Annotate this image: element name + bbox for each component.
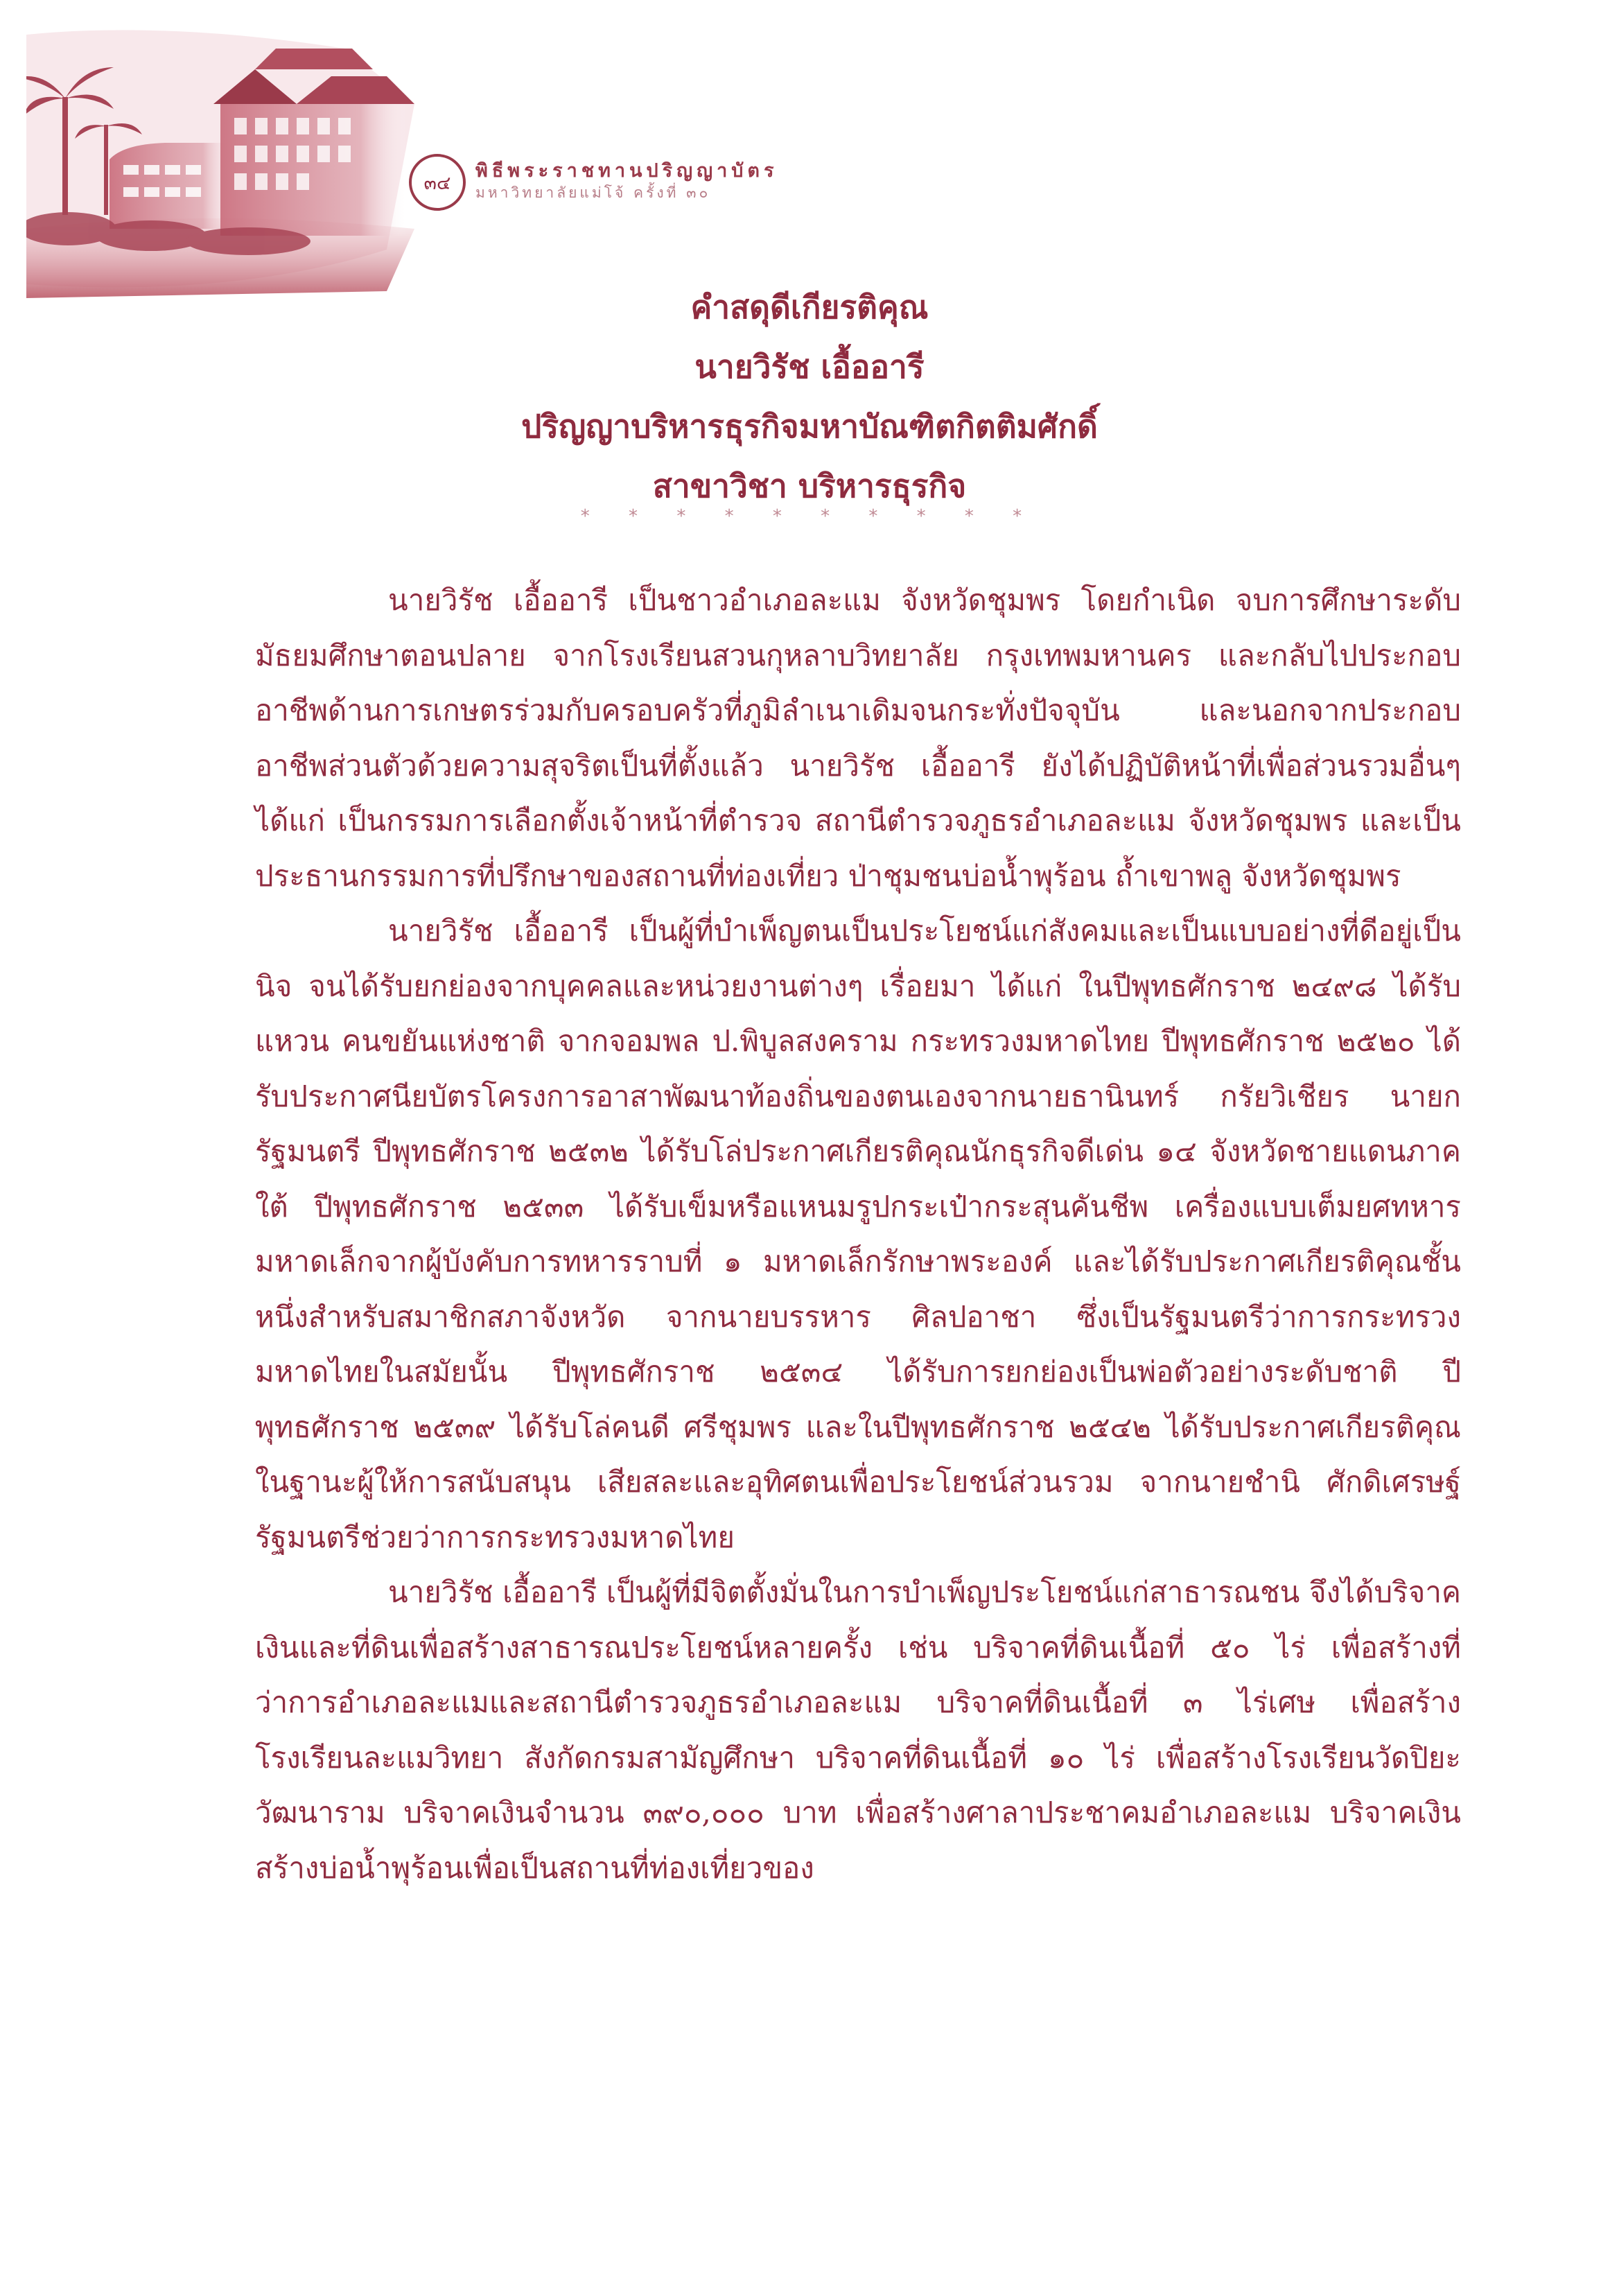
degree-title: ปริญญาบริหารธุรกิจมหาบัณฑิตกิตติมศักดิ์ [521, 408, 1098, 445]
page-number-badge: ๓๔ [409, 154, 466, 211]
field-of-study: สาขาวิชา บริหารธุรกิจ [652, 467, 967, 505]
ceremony-subtitle: มหาวิทยาลัยแม่โจ้ ครั้งที่ ๓๐ [475, 184, 711, 201]
paragraph-1: นายวิรัช เอื้ออารี เป็นชาวอำเภอละแม จังหวัดชุมพร โดยกำเนิด จบการศึกษาระดับมัธยมศึกษาตอนปลาย จากโรงเรียนสวนกุหลาบวิทยาลัย กรุงเทพมหานคร และกลับไปประกอบอาชีพด้านการเกษตรร่วมกับครอบครัวที่ภูมิลำเนาเดิมจนกระทั่งปัจจุบัน และนอกจากประกอบอาชีพส่วนตัวด้วยความสุจริตเป็นที่ตั้งแล้ว นายวิรัช เอื้ออารี ยังได้ปฏิบัติหน้าที่เพื่อส่วนรวมอื่นๆ ได้แก่ เป็นกรรมการเลือกตั้งเจ้าหน้าที่ตำรวจ สถานีตำรวจภูธรอำเภอละแม จังหวัดชุมพร และเป็นประธานกรรมการที่ปรึกษาของสถานที่ท่องเที่ยว ป่าชุมชนบ่อน้ำพุร้อน ถ้ำเขาพลู จังหวัดชุมพร [255, 583, 1461, 893]
honoree-name: นายวิรัช เอื้ออารี [694, 348, 925, 385]
university-building-illustration [26, 21, 470, 298]
paragraph-3: นายวิรัช เอื้ออารี เป็นผู้ที่มีจิตตั้งมั่นในการบำเพ็ญประโยชน์แก่สาธารณชน จึงได้บริจาคเงินและที่ดินเพื่อสร้างสาธารณประโยชน์หลายครั้ง เช่น บริจาคที่ดินเนื้อที่ ๕๐ ไร่ เพื่อสร้างที่ว่าการอำเภอละแมและสถานีตำรวจภูธรอำเภอละแม บริจาคที่ดินเนื้อที่ ๓ ไร่เศษ เพื่อสร้างโรงเรียนละแมวิทยา สังกัดกรมสามัญศึกษา บริจาคที่ดินเนื้อที่ ๑๐ ไร่ เพื่อสร้างโรงเรียนวัดปิยะวัฒนาราม บริจาคเงินจำนวน ๓๙๐,๐๐๐ บาท เพื่อสร้างศาลาประชาคมอำเภอละแม บริจาคเงินสร้างบ่อน้ำพุร้อนเพื่อเป็นสถานที่ท่องเที่ยวของ [255, 1575, 1461, 1885]
ceremony-title: พิธีพระราชทานปริญญาบัตร [475, 160, 778, 182]
citation-title: คำสดุดีเกียรติคุณ [690, 288, 929, 326]
section-divider: * * * * * * * * * * [580, 506, 1039, 527]
paragraph-2: นายวิรัช เอื้ออารี เป็นผู้ที่บำเพ็ญตนเป็นประโยชน์แก่สังคมและเป็นแบบอย่างที่ดีอยู่เป็นนิจ จนได้รับยกย่องจากบุคคลและหน่วยงานต่างๆ เรื่อยมา ได้แก่ ในปีพุทธศักราช ๒๔๙๘ ได้รับแหวน คนขยันแห่งชาติ จากจอมพล ป.พิบูลสงคราม กระทรวงมหาดไทย ปีพุทธศักราช ๒๕๒๐ ได้รับประกาศนียบัตรโครงการอาสาพัฒนาท้องถิ่นของตนเองจากนายธานินทร์ กรัยวิเชียร นายกรัฐมนตรี ปีพุทธศักราช ๒๕๓๒ ได้รับโล่ประกาศเกียรติคุณนักธุรกิจดีเด่น ๑๔ จังหวัดชายแดนภาคใต้ ปีพุทธศักราช ๒๕๓๓ ได้รับเข็มหรือแหนมรูปกระเป๋ากระสุนคันชีพ เครื่องแบบเต็มยศทหารมหาดเล็กจากผู้บังคับการทหารราบที่ ๑ มหาดเล็กรักษาพระองค์ และได้รับประกาศเกียรติคุณชั้นหนึ่งสำหรับสมาชิกสภาจังหวัด จากนายบรรหาร ศิลปอาชา ซึ่งเป็นรัฐมนตรีว่าการกระทรวงมหาดไทยในสมัยนั้น ปีพุทธศักราช ๒๕๓๔ ได้รับการยกย่องเป็นพ่อตัวอย่างระดับชาติ ปีพุทธศักราช ๒๕๓๙ ได้รับโล่คนดี ศรีชุมพร และในปีพุทธศักราช ๒๕๔๒ ได้รับประกาศเกียรติคุณ ในฐานะผู้ให้การสนับสนุน เสียสละและอุทิศตนเพื่อประโยชน์ส่วนรวม จากนายชำนิ ศักดิเศรษฐ์ รัฐมนตรีช่วยว่าการกระทรวงมหาดไทย [255, 914, 1461, 1554]
citation-heading [0, 277, 1619, 516]
citation-body [255, 573, 1461, 1895]
